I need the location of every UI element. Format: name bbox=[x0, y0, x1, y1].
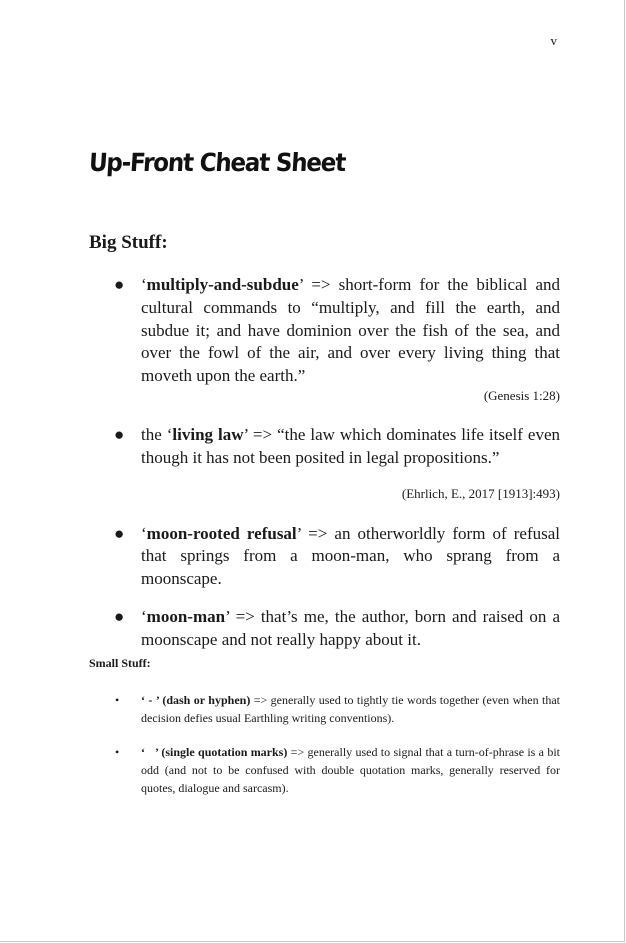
list-item bbox=[89, 743, 560, 797]
item-text bbox=[141, 274, 560, 388]
bullet-icon: ● bbox=[114, 275, 125, 294]
definition: => an otherworldly form of refusal that springs from a moon-man, who sprang from a moonscape. bbox=[141, 523, 560, 589]
close-quote: ’ bbox=[225, 606, 230, 626]
page-title: Up-Front Cheat Sheet bbox=[88, 148, 346, 177]
list-item bbox=[89, 274, 560, 404]
open-quote: ‘ bbox=[141, 523, 147, 543]
item-text bbox=[141, 523, 560, 591]
list-item bbox=[89, 523, 560, 591]
open-quote: ‘ bbox=[141, 606, 147, 626]
close-quote: ’ bbox=[298, 275, 304, 294]
list-item bbox=[89, 606, 560, 652]
bullet-icon: ● bbox=[114, 606, 125, 626]
term: living law bbox=[172, 424, 244, 444]
term: ‘ ’ (single quotation marks) bbox=[141, 745, 288, 759]
list-item bbox=[89, 424, 560, 502]
term: multiply-and-subdue bbox=[146, 275, 299, 294]
item-text bbox=[141, 691, 560, 727]
item-text bbox=[141, 743, 560, 797]
list-item bbox=[89, 691, 560, 727]
big-stuff-heading: Big Stuff: bbox=[89, 232, 168, 253]
definition: => “the law which dominates life itself even though it has not been posited in legal propositions.” bbox=[141, 424, 560, 467]
term: moon-rooted refusal bbox=[146, 523, 297, 543]
small-stuff-heading: Small Stuff: bbox=[89, 656, 151, 670]
definition: => generally used to signal that a turn-of-phrase is a bit odd (and not to be confused with double quotation marks, generally reserved for quotes, dialogue and sarcasm). bbox=[141, 745, 560, 795]
small-stuff-list bbox=[89, 691, 560, 797]
term: ‘ - ’ (dash or hyphen) bbox=[141, 693, 251, 707]
bullet-icon: ● bbox=[114, 424, 125, 444]
big-stuff-list bbox=[89, 274, 560, 652]
term: moon-man bbox=[146, 606, 226, 626]
bullet-icon: ● bbox=[114, 523, 125, 543]
bullet-icon: • bbox=[115, 745, 120, 759]
item-text bbox=[141, 424, 560, 470]
citation: (Genesis 1:28) bbox=[483, 387, 560, 403]
bullet-icon: • bbox=[115, 693, 120, 707]
definition: => short-form for the biblical and cultural commands to “multiply, and fill the earth, and subdue it; and have dominion over the fish of the sea, and over the fowl of the air, and over every living thing that moveth upon the earth.” bbox=[141, 275, 560, 386]
close-quote: ’ bbox=[243, 424, 248, 444]
item-text bbox=[141, 606, 560, 652]
definition: => generally used to tightly tie words together (even when that decision defies usual Earthling writing conventions). bbox=[141, 693, 560, 725]
open-quote: ‘ bbox=[141, 275, 147, 294]
definition: => that’s me, the author, born and raised on a moonscape and not really happy about it. bbox=[141, 606, 560, 649]
close-quote: ’ bbox=[296, 523, 302, 543]
open-quote: the ‘ bbox=[141, 424, 173, 444]
page-number: v bbox=[550, 33, 557, 48]
citation: (Ehrlich, E., 2017 [1913]:493) bbox=[401, 485, 560, 501]
